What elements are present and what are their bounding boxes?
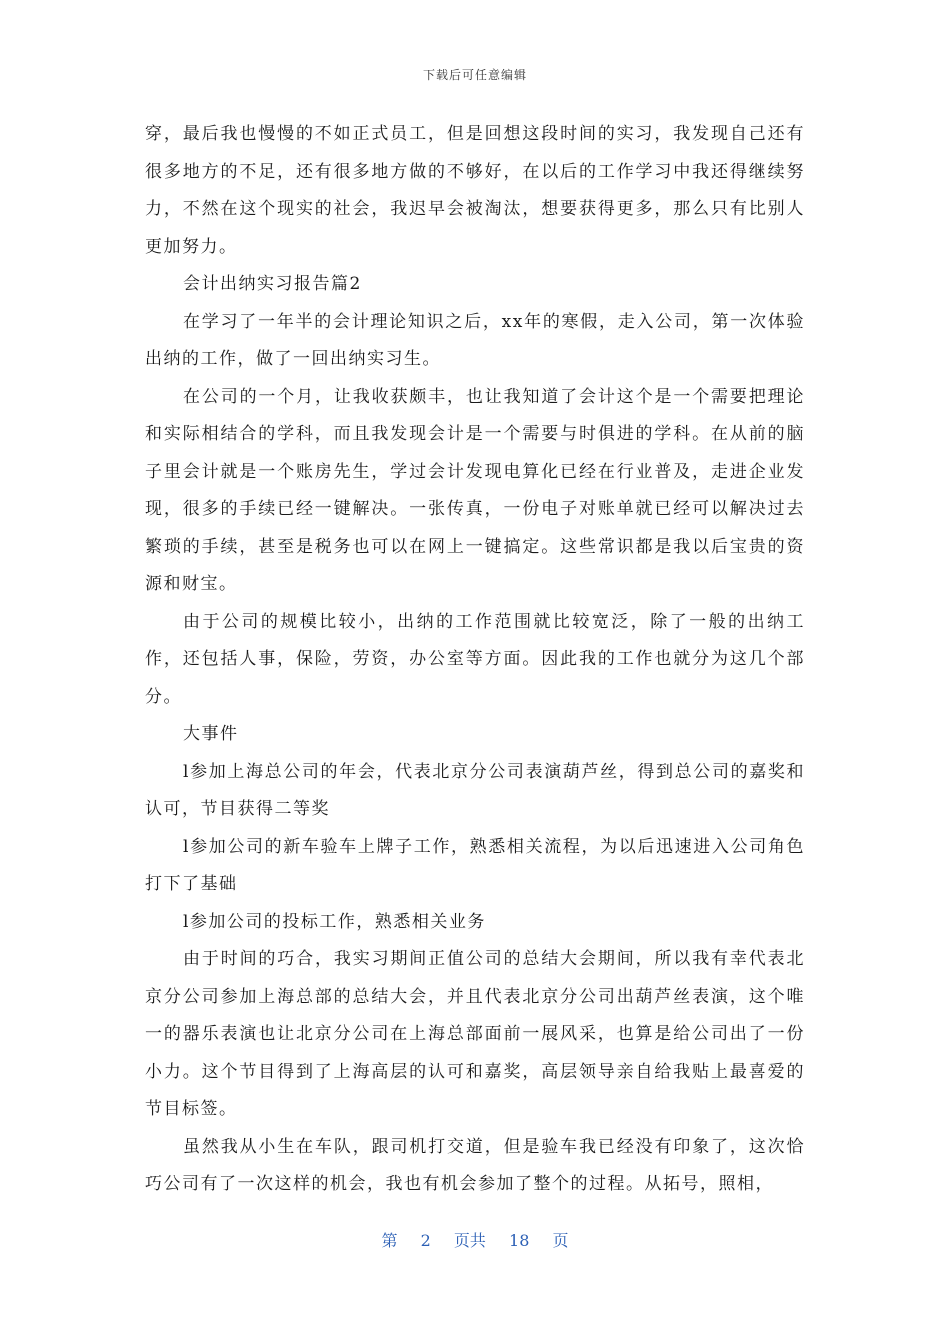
paragraph-4: 在公司的一个月，让我收获颇丰，也让我知道了会计这个是一个需要把理论和实际相结合的学科，而且我发现会计是一个需要与时俱进的学科。在从前的脑子里会计就是一个账房先生，学过会计发现电算化已经在行业普及，走进企业发现，很多的手续已经一键解决。一张传真，一份电子对账单就已经可以解决过去繁琐的手续，甚至是税务也可以在网上一键搞定。这些常识都是我以后宝贵的资源和财宝。 (145, 386, 805, 594)
subheading-events: 大事件 (183, 724, 239, 744)
footer-current-page: 2 (420, 1231, 431, 1250)
footer-middle: 页共 (453, 1231, 486, 1250)
page-footer (0, 1228, 950, 1251)
footer-total-pages: 18 (509, 1231, 530, 1250)
page-header-note: 下载后可任意编辑 (422, 68, 527, 82)
paragraph-5: 由于公司的规模比较小，出纳的工作范围就比较宽泛，除了一般的出纳工作，还包括人事，保险，劳资，办公室等方面。因此我的工作也就分为这几个部分。 (145, 611, 805, 707)
paragraph-11: 虽然我从小生在车队，跟司机打交道，但是验车我已经没有印象了，这次恰巧公司有了一次这样的机会，我也有机会参加了整个的过程。从拓号，照相， (145, 1136, 805, 1194)
list-item: l参加公司的新车验车上牌子工作，熟悉相关流程，为以后迅速进入公司角色打下了基础 (145, 836, 805, 894)
footer-prefix: 第 (381, 1231, 398, 1250)
document-body (145, 116, 805, 1204)
list-item: l参加公司的投标工作，熟悉相关业务 (183, 911, 486, 932)
paragraph-1: 穿，最后我也慢慢的不如正式员工，但是回想这段时间的实习，我发现自己还有很多地方的不足，还有很多地方做的不够好，在以后的工作学习中我还得继续努力，不然在这个现实的社会，我迟早会被淘汰，想要获得更多，那么只有比别人更加努力。 (145, 124, 805, 257)
paragraph-10: 由于时间的巧合，我实习期间正值公司的总结大会期间，所以我有幸代表北京分公司参加上海总部的总结大会，并且代表北京分公司出葫芦丝表演，这个唯一的器乐表演也让北京分公司在上海总部面前一展风采，也算是给公司出了一份小力。这个节目得到了上海高层的认可和嘉奖，高层领导亲自给我贴上最喜爱的节目标签。 (145, 949, 805, 1119)
list-item: l参加上海总公司的年会，代表北京分公司表演葫芦丝，得到总公司的嘉奖和认可，节目获得二等奖 (145, 761, 805, 819)
footer-suffix: 页 (552, 1231, 569, 1250)
paragraph-3: 在学习了一年半的会计理论知识之后，xx年的寒假，走入公司，第一次体验出纳的工作，做了一回出纳实习生。 (145, 311, 805, 369)
section-heading: 会计出纳实习报告篇2 (183, 274, 362, 294)
